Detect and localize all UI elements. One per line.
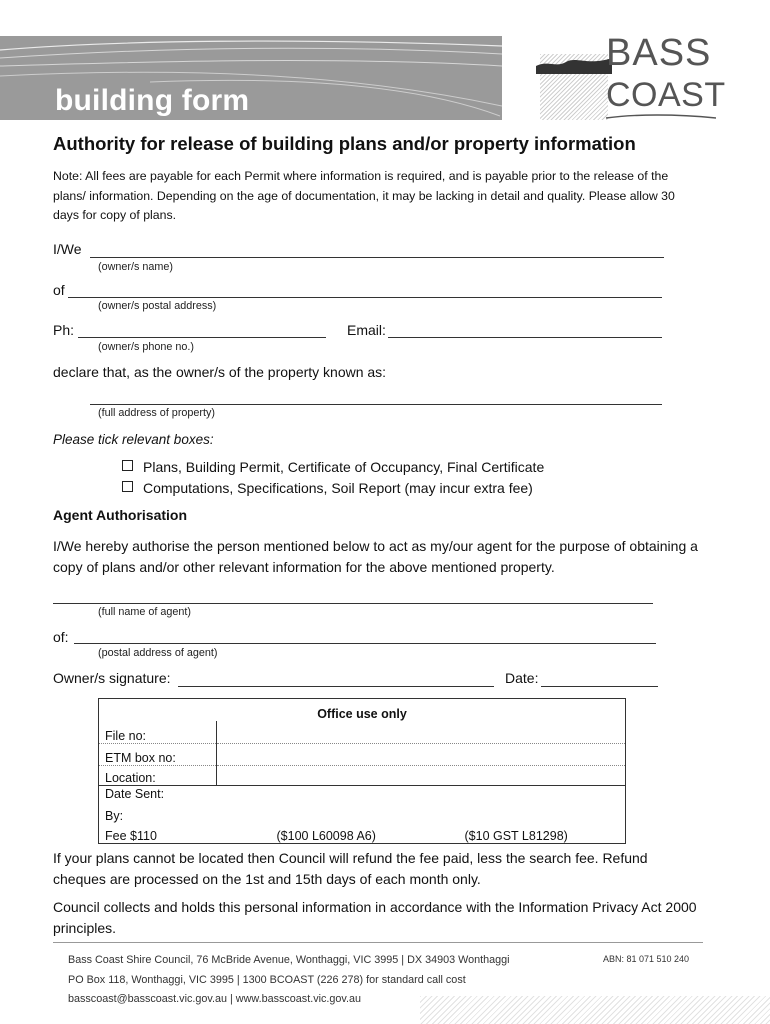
form-title: building form — [55, 84, 250, 117]
owner-name-hint: (owner/s name) — [98, 261, 174, 273]
email-label: Email: — [347, 322, 386, 338]
agent-paragraph: I/We hereby authorise the person mentioned below to act as my/our agent for the purpose of obtaining a copy of plans and/or other relevant information for the above mentioned property. — [53, 538, 698, 575]
iwe-label: I/We — [53, 241, 82, 257]
checkbox[interactable] — [122, 460, 133, 471]
note-text: Note: All fees are payable for each Permit where information is required, and is payable prior to the release of the plans/ information. Depending on the age of documentation, it may be lacking in detail and quality. Please allow 30 days for copy of plans. — [53, 169, 675, 222]
tick-instruction: Please tick relevant boxes: — [53, 432, 214, 447]
office-row-label: Date Sent: — [99, 785, 217, 801]
date-field[interactable] — [541, 686, 658, 687]
owner-name-field[interactable] — [90, 257, 664, 258]
fee-gst: ($10 GST L81298) — [464, 828, 568, 843]
tick-option-computations[interactable] — [122, 480, 533, 496]
owner-postal-hint: (owner/s postal address) — [98, 300, 217, 312]
checkbox[interactable] — [122, 481, 133, 492]
agent-postal-field[interactable] — [74, 643, 656, 644]
footer-contact: basscoast@basscoast.vic.gov.au | www.basscoast.vic.gov.au — [68, 993, 362, 1005]
ph-label: Ph: — [53, 322, 75, 338]
footer-stripe — [420, 996, 770, 1024]
office-use-table — [98, 698, 626, 844]
office-row-label: ETM box no: — [99, 743, 217, 765]
agent-name-hint: (full name of agent) — [98, 606, 192, 618]
refund-text: If your plans cannot be located then Council will refund the fee paid, less the search fee. Refund cheques are processed on the 1st and 15th days of each month only. — [53, 850, 648, 887]
logo-coast: COAST — [606, 76, 726, 114]
agent-of-label: of: — [53, 629, 69, 645]
agent-postal-hint: (postal address of agent) — [98, 647, 218, 659]
tick-option-label: Plans, Building Permit, Certificate of Occupancy, Final Certificate — [143, 459, 545, 475]
office-use-title: Office use only — [99, 699, 626, 722]
footer-address: Bass Coast Shire Council, 76 McBride Avenue, Wonthaggi, VIC 3995 | DX 34903 Wonthaggi — [68, 954, 510, 966]
logo-bass: BASS — [606, 32, 712, 74]
declare-text: declare that, as the owner/s of the property known as: — [53, 364, 387, 380]
owner-email-field[interactable] — [388, 337, 662, 338]
date-sent-field[interactable] — [217, 785, 626, 801]
property-address-field[interactable] — [90, 404, 662, 405]
signature-field[interactable] — [178, 686, 494, 687]
fee-row — [99, 823, 626, 843]
privacy-text: Council collects and holds this personal information in accordance with the Information Privacy Act 2000 principles. — [53, 899, 697, 936]
signature-label: Owner/s signature: — [53, 670, 171, 686]
of-label: of — [53, 282, 65, 298]
owner-phone-hint: (owner/s phone no.) — [98, 341, 195, 353]
footer-po-box: PO Box 118, Wonthaggi, VIC 3995 | 1300 BCOAST (226 278) for standard call cost — [68, 974, 466, 986]
owner-phone-field[interactable] — [78, 337, 326, 338]
tick-option-plans[interactable] — [122, 459, 544, 475]
footer-divider — [53, 942, 703, 943]
agent-heading: Agent Authorisation — [53, 507, 188, 523]
location-field[interactable] — [217, 765, 626, 785]
office-row-label: File no: — [99, 721, 217, 743]
etm-box-field[interactable] — [217, 743, 626, 765]
fee-ledger: ($100 L60098 A6) — [276, 828, 376, 843]
date-label: Date: — [505, 670, 539, 686]
fee-amount: Fee $110 — [105, 828, 157, 843]
tick-option-label: Computations, Specifications, Soil Report (may incur extra fee) — [143, 480, 533, 496]
by-field[interactable] — [217, 801, 626, 823]
office-row-label: By: — [99, 801, 217, 823]
file-no-field[interactable] — [217, 721, 626, 743]
logo-underline — [606, 112, 716, 122]
footer-abn: ABN: 81 071 510 240 — [603, 954, 690, 964]
property-address-hint: (full address of property) — [98, 407, 216, 419]
office-row-label: Location: — [99, 765, 217, 785]
agent-name-field[interactable] — [53, 603, 653, 604]
logo-wave-icon — [536, 52, 612, 74]
owner-postal-field[interactable] — [68, 297, 662, 298]
page-heading: Authority for release of building plans and/or property information — [53, 133, 636, 154]
